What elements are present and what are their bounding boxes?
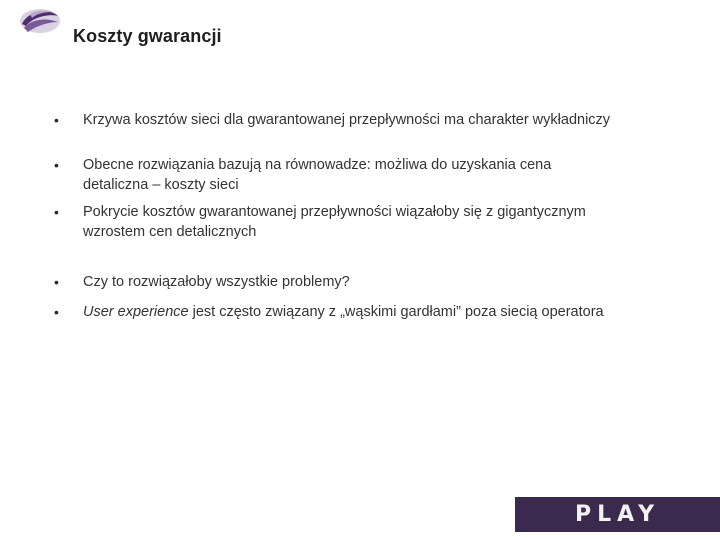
bullet-marker: • bbox=[54, 112, 59, 128]
bullet-text bbox=[83, 302, 613, 322]
page-title: Koszty gwarancji bbox=[73, 26, 222, 46]
bullet-italic-text: User experience bbox=[83, 304, 189, 320]
bullet-marker: • bbox=[54, 274, 59, 290]
bullet-text: Krzywa kosztów sieci dla gwarantowanej przepływności ma charakter wykładniczy bbox=[83, 112, 611, 128]
bullet-marker: • bbox=[54, 204, 59, 220]
bullet-marker: • bbox=[54, 304, 59, 320]
footer-brand-bar bbox=[515, 497, 720, 532]
brand-logo-text: PLAY bbox=[575, 502, 660, 527]
bullet-text: Obecne rozwiązania bazują na równowadze: możliwa do uzyskania cena detaliczna – koszty sieci bbox=[83, 157, 552, 193]
bullet-text: Pokrycie kosztów gwarantowanej przepływności wiązałoby się z gigantycznym wzrostem cen detalicznych bbox=[83, 204, 586, 240]
play-swirl-logo-icon bbox=[18, 6, 62, 36]
bullet-marker: • bbox=[54, 157, 59, 173]
bullet-rest-text: jest często związany z „wąskimi gardłami” poza siecią operatora bbox=[188, 304, 604, 320]
bullet-text: Czy to rozwiązałoby wszystkie problemy? bbox=[83, 274, 350, 290]
